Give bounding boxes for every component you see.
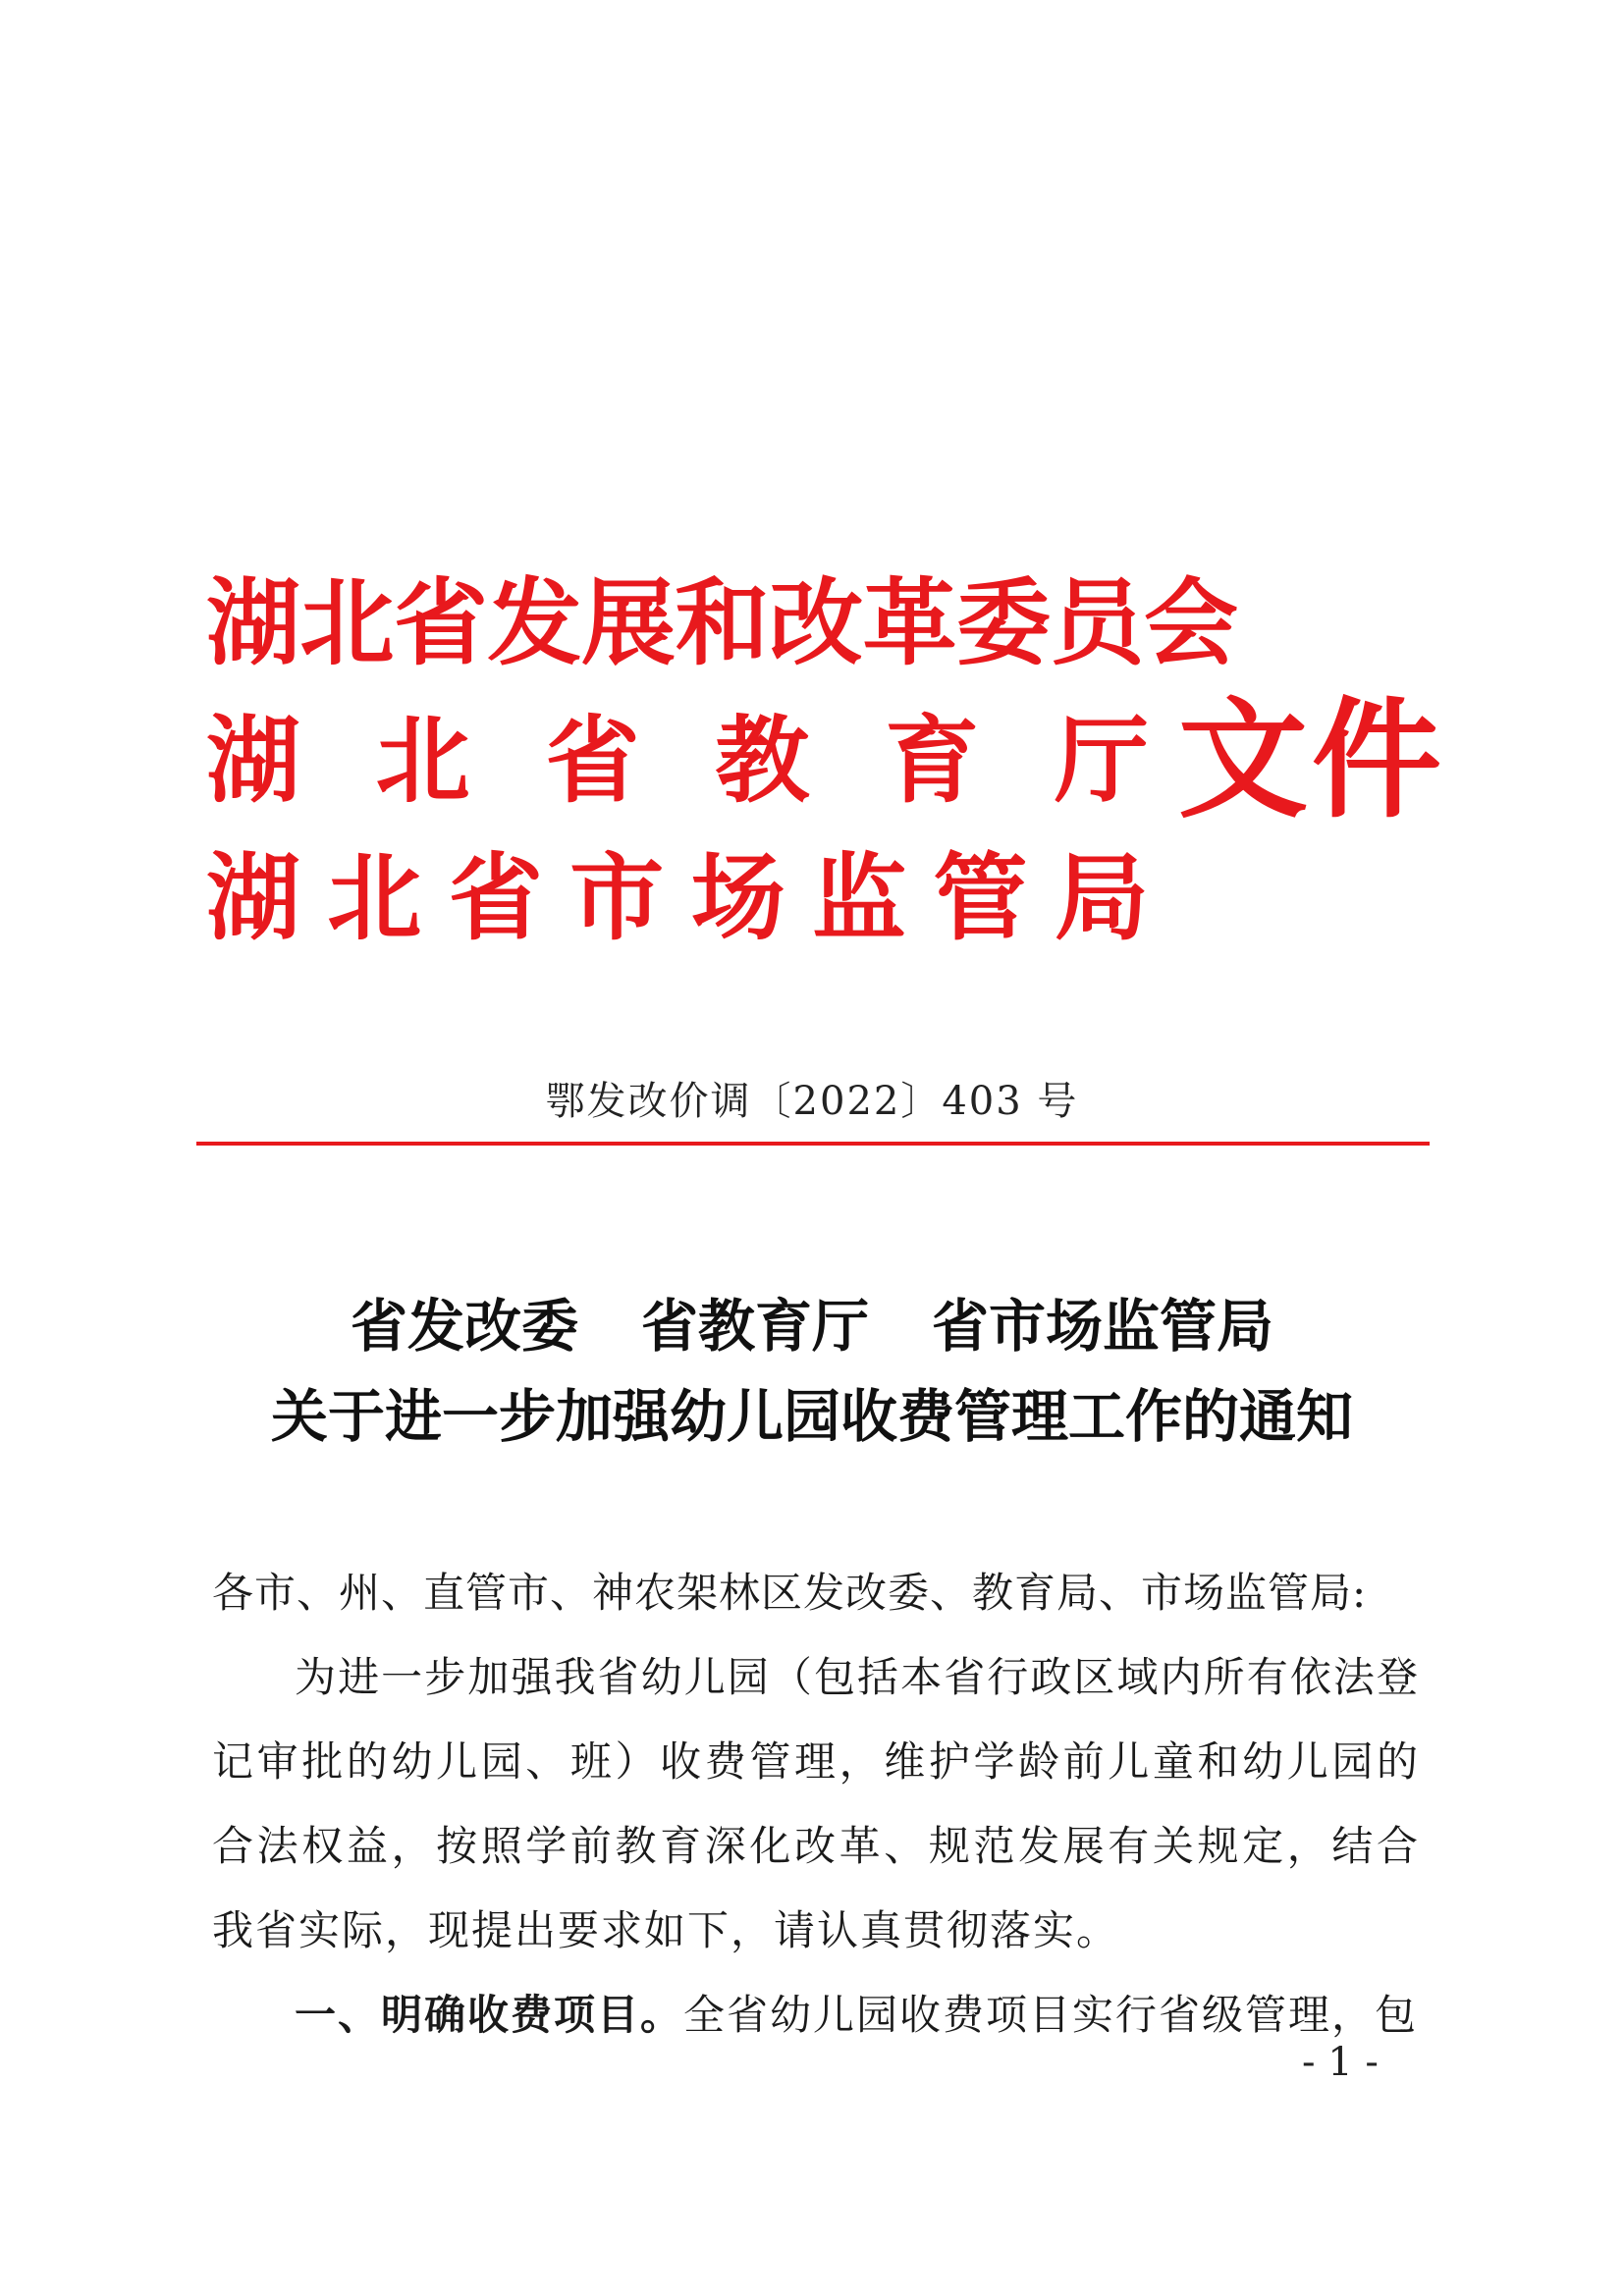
page-number: - 1 -	[1302, 2040, 1379, 2085]
issuer-name-text: 湖北省发展和改革委员会	[206, 568, 1238, 678]
section-heading: 一、明确收费项目。	[295, 1991, 684, 2039]
salutation: 各市、州、直管市、神农架林区发改委、教育局、市场监管局:	[212, 1569, 1368, 1617]
title-subject: 关于进一步加强幼儿园收费管理工作的通知	[270, 1383, 1353, 1450]
issuer-char: 北	[327, 843, 422, 953]
issuer-char: 育	[885, 706, 980, 816]
red-separator-line	[196, 1142, 1430, 1146]
issuer-char: 场	[690, 843, 785, 953]
issuer-name-development-reform	[206, 560, 1238, 687]
section-text: 全省幼儿园收费项目实行省级管理，包	[683, 1991, 1419, 2039]
issuer-char: 湖	[206, 843, 300, 953]
document-number: 鄂发改价调〔2022〕403 号	[545, 1079, 1079, 1124]
title-issuer: 省发改委	[350, 1293, 578, 1360]
issuer-char: 省	[545, 706, 640, 816]
document-title	[0, 1281, 1624, 1462]
title-issuers	[0, 1281, 1624, 1371]
issuer-char: 局	[1054, 843, 1149, 953]
issuer-char: 省	[448, 843, 543, 953]
document-body	[212, 1551, 1420, 2057]
issuer-char: 北	[375, 706, 470, 816]
section-paragraph	[212, 1973, 1420, 2057]
issuer-char: 监	[812, 843, 907, 953]
issuer-char: 厅	[1054, 706, 1149, 816]
issuer-name-market-regulation	[206, 834, 1149, 962]
issuer-char: 管	[933, 843, 1028, 953]
letterhead	[206, 560, 1445, 972]
document-suffix: 文件	[1178, 685, 1445, 836]
issuer-name-education	[206, 697, 1149, 825]
issuer-char: 教	[715, 706, 810, 816]
issuer-char: 市	[569, 843, 665, 953]
paragraph: 为进一步加强我省幼儿园（包括本省行政区域内所有依法登记审批的幼儿园、班）收费管理，维护学龄前儿童和幼儿园的合法权益，按照学前教育深化改革、规范发展有关规定，结合我省实际，现提出要求如下，请认真贯彻落实。	[212, 1653, 1420, 1954]
title-issuer: 省教育厅	[640, 1293, 869, 1360]
issuer-char: 湖	[206, 706, 300, 816]
title-issuer: 省市场监管局	[932, 1293, 1274, 1360]
